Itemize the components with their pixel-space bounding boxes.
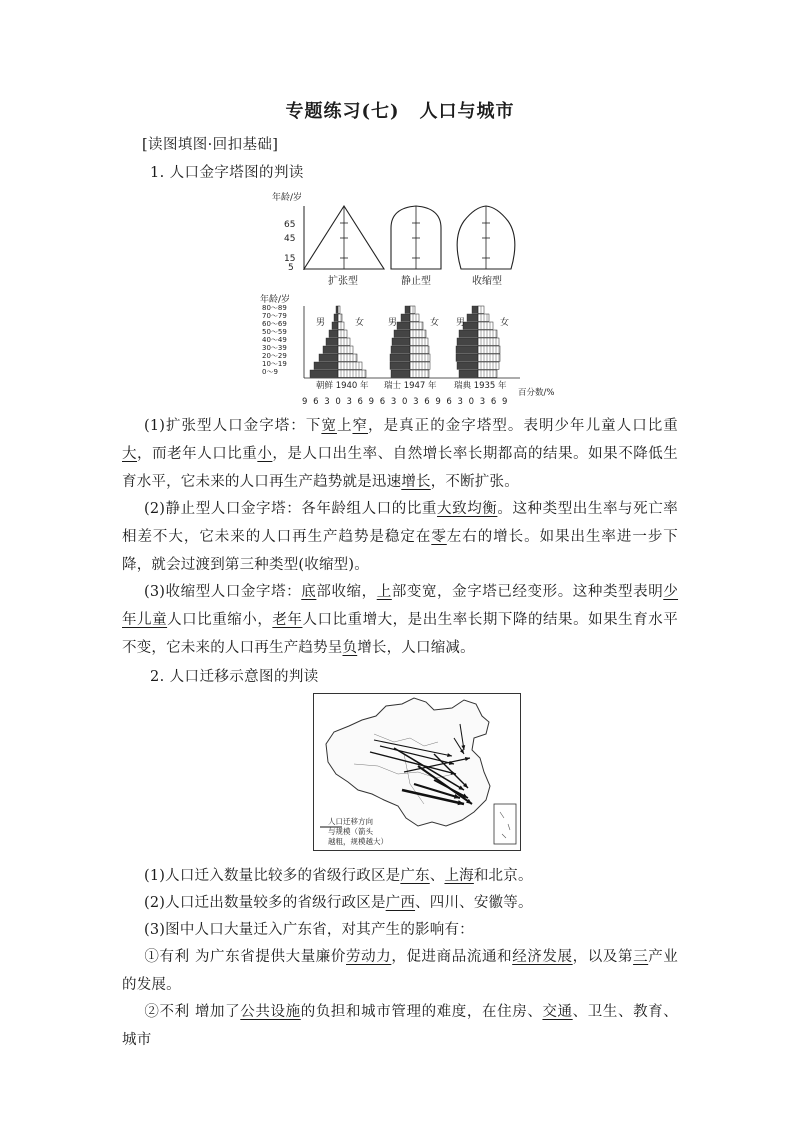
answer: 增长 [401,474,431,490]
q1-paragraph-3: (3)收缩型人口金字塔：底部收缩，上部变宽，金字塔已经变形。这种类型表明少年儿童人口比重缩小，老年人口比重增大，是出生率长期下降的结果。如果生育水平不变，它未来的人口再生产趋势呈负增长，人口缩减。 [122,584,679,656]
pyramid-bar-female [338,306,340,313]
section-header: [读图填图·回扣基础] [142,137,279,153]
pyramid-bar-male [390,354,410,361]
pyramid-bar-male [392,338,410,345]
answer: 老年 [272,612,303,628]
age-group-label: 10～19 [262,360,287,368]
q1-paragraph-2: (2)静止型人口金字塔：各年龄组人口的比重大致均衡。这种类型出生率与死亡率相差不大，它未来的人口再生产趋势是稳定在零左右的增长。如果出生率进一步下降，就会过渡到第三种类型(收缩型)。 [122,501,678,573]
pyramid-bar-male [457,338,478,345]
answer: 广东 [400,868,430,884]
label-constrictive: 收缩型 [472,276,502,287]
answer: 宽 [321,418,337,434]
answer: 上海 [444,868,474,884]
pyramid-bar-male [332,322,338,329]
answer: 大致均衡 [437,501,498,517]
q2-heading: 2. 人口迁移示意图的判读 [150,669,319,685]
pyramid-bar-male [457,362,478,369]
pyramid-bar-female [478,346,500,353]
page-title [0,97,800,123]
age-group-label: 0～9 [262,368,278,376]
pyramid-bar-male [459,330,478,337]
age-group-label: 60～69 [262,320,287,328]
top-tick-5: 5 [288,263,294,273]
legend-line-2: 与规模（箭头 [328,827,373,836]
answer: 公共设施 [240,1004,301,1020]
answer: 少年儿童 [122,584,679,628]
pyramid-bar-male [397,322,410,329]
legend-line-3: 越粗，规模越大） [328,837,388,846]
pyramid-bar-male [310,370,338,377]
pyramid-bar-female [410,314,419,321]
pyramid-bar-male [391,346,410,353]
top-tick-65: 65 [284,220,296,230]
q2-paragraph-2: (2)人口迁出数量较多的省级行政区是广西、四川、安徽等。 [144,895,533,911]
top-ylabel: 年龄/岁 [272,193,303,203]
age-group-label: 30～39 [262,344,287,352]
pyramid-bar-male [319,354,338,361]
country-sweden: 瑞典 1935 年 [454,381,507,391]
pyramid-bar-female [478,322,493,329]
pyramid-bar-female [410,330,426,337]
title-sub: 人口与城市 [419,101,515,122]
sex-male-3: 男 [456,318,466,328]
q1-heading: 1. 人口金字塔图的判读 [150,165,304,181]
pyramid-types-figure [270,188,530,288]
bottom-ylabel: 年龄/岁 [260,295,291,305]
pyramid-bar-male [456,354,478,361]
label-expansive: 扩张型 [328,276,358,287]
sex-female-2: 女 [430,318,440,328]
pyramid-bar-male [329,330,338,337]
answer: 三 [633,949,649,965]
xaxis-label: 百分数/% [518,388,555,398]
map-legend [320,816,388,847]
pyramid-bar-male [391,370,410,377]
pyramid-bar-male [456,346,478,353]
pyramid-bar-male [401,314,410,321]
pyramid-bar-male [336,306,338,313]
age-group-label: 80～89 [262,304,287,312]
country-korea: 朝鲜 1940 年 [316,381,369,391]
q2-paragraph-3: (3)图中人口大量迁入广东省，对其产生的影响有： [144,922,474,938]
age-group-label: 70～79 [262,312,287,320]
answer: 广西 [385,895,416,911]
top-tick-15: 15 [284,254,296,264]
answer: 底 [301,584,317,600]
q2-paragraph-4: ①有利 为广东省提供大量廉价劳动力，促进商品流通和经济发展，以及第三产业的发展。 [122,949,678,993]
pyramid-bar-male [314,362,338,369]
answer: 上 [376,584,392,600]
pyramid-bar-male [326,338,338,345]
pyramid-bar-female [478,354,500,361]
pyramid-bar-female [338,346,353,353]
pyramid-bar-male [405,306,410,313]
q2-paragraph-5: ②不利 增加了公共设施的负担和城市管理的难度，在住房、交通、卫生、教育、城市 [122,1004,678,1048]
pyramid-bar-male [472,306,478,313]
pyramid-examples-figure [258,292,578,412]
answer: 负 [342,640,358,656]
answer: 劳动力 [346,949,392,965]
pyramid-bar-male [334,314,338,321]
answer: 窄 [352,418,369,434]
pyramid-bar-female [410,322,423,329]
answer: 交通 [542,1004,573,1020]
legend-line-1: 人口迁移方向 [328,817,373,826]
country-switzerland: 瑞士 1947 年 [384,381,437,391]
answer: 零 [431,529,447,545]
sex-male-2: 男 [388,318,398,328]
pyramid-bar-female [478,314,489,321]
sex-female-3: 女 [500,318,510,328]
sex-female-1: 女 [355,318,365,328]
sex-male-1: 男 [316,318,326,328]
pyramid-bar-male [390,362,410,369]
top-tick-45: 45 [284,234,296,244]
pyramid-bar-male [459,370,478,377]
answer: 经济发展 [512,949,573,965]
label-stationary: 静止型 [401,276,431,287]
pyramid-bar-female [338,330,347,337]
q2-paragraph-1: (1)人口迁入数量比较多的省级行政区是广东、上海和北京。 [144,868,533,884]
age-group-label: 40～49 [262,336,287,344]
pyramid-bar-male [463,322,478,329]
pyramid-bar-female [410,306,415,313]
q1-paragraph-1: (1)扩张型人口金字塔：下宽上窄，是真正的金字塔型。表明少年儿童人口比重大，而老年人口比重小，是人口出生率、自然增长率长期都高的结果。如果不降低生育水平，它未来的人口再生产趋势就是迅速增长，不断扩张。 [122,418,679,490]
age-group-label: 20～29 [262,352,287,360]
migration-map [313,693,521,851]
age-group-label: 50～59 [262,328,287,336]
answer: 大 [122,446,138,462]
answer: 小 [257,446,273,462]
pyramid-bar-male [467,314,478,321]
pyramid-bar-male [323,346,338,353]
title-main: 专题练习(七) [285,101,400,122]
pyramid-bar-male [394,330,410,337]
pyramid-bar-female [338,370,366,377]
xaxis-ticks: 9 6 3 0 3 6 9 6 3 0 3 6 9 6 3 0 3 6 9 [302,397,509,407]
pyramid-bar-female [338,314,342,321]
